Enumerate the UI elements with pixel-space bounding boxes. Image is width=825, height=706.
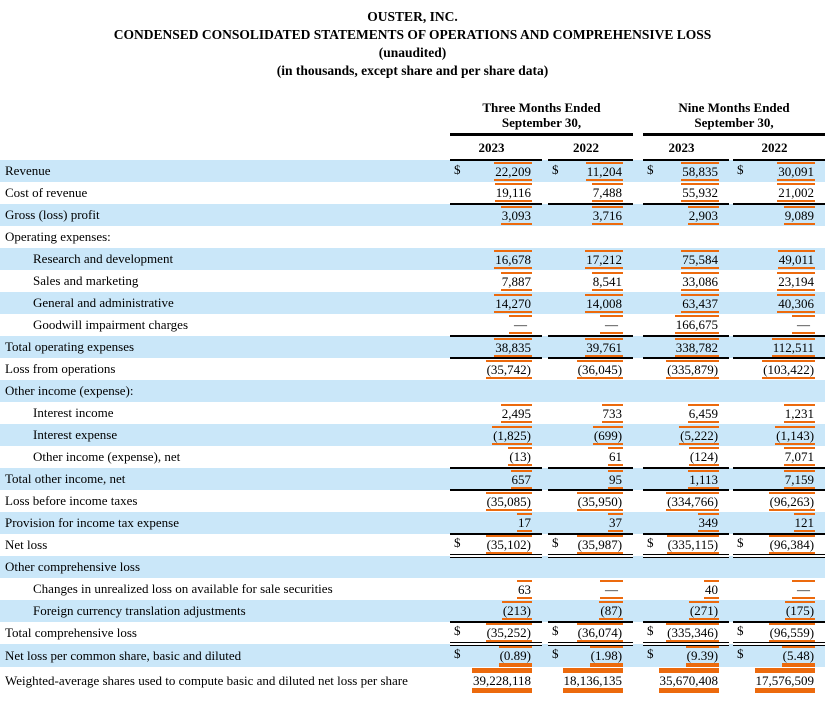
value-cell — [450, 556, 542, 578]
value-cell — [450, 270, 542, 292]
cell-value: 2,495 — [501, 405, 531, 421]
value-cell — [643, 270, 729, 292]
column-group-three-months: Three Months Ended September 30, — [450, 98, 633, 135]
value-cell — [450, 292, 542, 314]
cell-value: 58,835 — [682, 164, 719, 179]
column-gap — [633, 622, 643, 644]
cell-value: 33,086 — [682, 273, 719, 289]
value-cell — [548, 644, 633, 667]
cell-value: (335,115) — [667, 537, 719, 552]
year-header-row — [0, 135, 825, 161]
cell-value: 349 — [698, 515, 719, 530]
column-gap — [633, 600, 643, 622]
cell-value: (5,222) — [680, 427, 719, 443]
value-cell — [548, 446, 633, 468]
currency-symbol: $ — [454, 535, 461, 550]
value-cell — [450, 644, 542, 667]
cell-value: 3,093 — [501, 208, 531, 223]
column-gap — [633, 446, 643, 468]
table-row — [0, 336, 825, 358]
value-cell — [733, 446, 825, 468]
cell-value: (699) — [593, 427, 623, 443]
cell-value: (271) — [689, 603, 719, 618]
value-cell — [450, 600, 542, 622]
company-name: OUSTER, INC. — [367, 9, 458, 24]
column-gap — [633, 490, 643, 512]
value-cell — [733, 292, 825, 314]
row-label: General and administrative — [0, 292, 450, 314]
cell-value: (124) — [689, 449, 719, 464]
cell-value: 7,887 — [501, 273, 531, 289]
value-cell — [643, 204, 729, 226]
column-gap — [633, 556, 643, 578]
cell-value: 1,113 — [689, 471, 719, 487]
value-cell — [733, 358, 825, 380]
year-header-9m-2022: 2022 — [733, 135, 825, 161]
value-cell — [450, 667, 542, 694]
currency-symbol: $ — [454, 623, 461, 638]
cell-value: (0.89) — [499, 646, 532, 667]
statement-title: CONDENSED CONSOLIDATED STATEMENTS OF OPERATIONS AND COMPREHENSIVE LOSS — [113, 27, 712, 42]
currency-symbol: $ — [552, 623, 559, 638]
value-cell — [548, 292, 633, 314]
value-cell — [548, 270, 633, 292]
table-row — [0, 182, 825, 204]
value-cell — [733, 424, 825, 446]
cell-value: — — [600, 580, 623, 599]
cell-value: 40 — [705, 581, 719, 597]
row-label: Total comprehensive loss — [5, 625, 137, 640]
value-cell — [450, 424, 542, 446]
value-cell — [733, 644, 825, 667]
cell-value: 49,011 — [778, 251, 815, 267]
value-cell — [450, 336, 542, 358]
cell-value: (35,102) — [486, 537, 531, 552]
value-cell — [643, 534, 729, 556]
value-cell — [450, 622, 542, 644]
cell-value: (1,143) — [776, 427, 815, 443]
value-cell — [643, 424, 729, 446]
value-cell — [733, 556, 825, 578]
column-gap — [633, 380, 643, 402]
value-cell — [643, 446, 729, 468]
table-row — [0, 600, 825, 622]
row-label: Total other income, net — [0, 468, 450, 490]
value-cell — [450, 490, 542, 512]
value-cell — [643, 380, 729, 402]
column-gap — [633, 204, 643, 226]
value-cell — [548, 402, 633, 424]
currency-symbol: $ — [737, 623, 744, 638]
cell-value: 95 — [609, 471, 623, 487]
row-label: Loss before income taxes — [5, 493, 138, 508]
row-label: Net loss per common share, basic and diluted — [0, 644, 450, 667]
column-gap — [633, 226, 643, 248]
cell-value: 9,089 — [784, 208, 815, 223]
column-gap — [633, 182, 643, 204]
cell-value: 23,194 — [778, 273, 815, 289]
column-gap — [633, 534, 643, 556]
column-gap — [633, 512, 643, 534]
cell-value: 63 — [518, 581, 531, 597]
value-cell — [548, 204, 633, 226]
cell-value: 16,678 — [495, 251, 531, 267]
cell-value: 338,782 — [675, 339, 719, 355]
cell-value: (96,559) — [769, 625, 815, 640]
cell-value: 2,903 — [688, 208, 719, 223]
value-cell — [548, 534, 633, 556]
currency-symbol: $ — [552, 162, 559, 177]
value-cell — [643, 292, 729, 314]
row-label: Cost of revenue — [5, 185, 88, 200]
value-cell — [733, 578, 825, 600]
column-gap — [633, 644, 643, 667]
table-row — [0, 248, 825, 270]
value-cell — [643, 358, 729, 380]
cell-value: 14,008 — [586, 295, 623, 311]
value-cell — [733, 248, 825, 270]
units-note: (in thousands, except share and per share data) — [276, 63, 549, 78]
row-label: Other income (expense), net — [33, 449, 181, 464]
cell-value: 6,459 — [688, 405, 719, 421]
cell-value: (36,074) — [577, 625, 623, 640]
cell-value: (9.39) — [686, 646, 719, 667]
column-gap — [633, 468, 643, 490]
cell-value: 8,541 — [592, 273, 623, 289]
value-cell — [548, 490, 633, 512]
cell-value: (1,825) — [493, 427, 531, 443]
table-row — [0, 556, 825, 578]
table-row — [0, 534, 825, 556]
table-row — [0, 358, 825, 380]
currency-symbol: $ — [454, 162, 461, 177]
currency-symbol: $ — [552, 535, 559, 550]
cell-value: (1.98) — [590, 646, 623, 667]
column-gap — [633, 292, 643, 314]
value-cell — [733, 270, 825, 292]
cell-value: 61 — [609, 449, 623, 464]
cell-value: 17 — [518, 515, 531, 530]
table-row — [0, 490, 825, 512]
row-label: Sales and marketing — [33, 273, 139, 288]
value-cell — [450, 468, 542, 490]
cell-value: (35,950) — [577, 494, 623, 509]
value-cell — [548, 468, 633, 490]
table-row — [0, 292, 825, 314]
value-cell — [643, 512, 729, 534]
cell-value: 7,071 — [784, 449, 815, 464]
row-label: Foreign currency translation adjustments — [0, 600, 450, 622]
value-cell — [643, 248, 729, 270]
cell-value: 14,270 — [495, 295, 531, 311]
value-cell — [450, 160, 542, 182]
cell-value: 22,209 — [495, 164, 531, 179]
value-cell — [548, 314, 633, 336]
cell-value: 733 — [602, 405, 623, 421]
row-label: Loss from operations — [5, 361, 116, 376]
column-group-nine-months: Nine Months Ended September 30, — [643, 98, 825, 135]
value-cell — [733, 667, 825, 694]
currency-symbol: $ — [647, 162, 654, 177]
value-cell — [733, 336, 825, 358]
cell-value: 35,670,408 — [659, 668, 720, 693]
row-label: Gross (loss) profit — [0, 204, 450, 226]
value-cell — [733, 468, 825, 490]
table-row — [0, 270, 825, 292]
column-gap — [633, 270, 643, 292]
value-cell — [643, 336, 729, 358]
unaudited-note: (unaudited) — [378, 45, 447, 60]
document-header — [0, 0, 825, 80]
cell-value: 30,091 — [778, 164, 815, 179]
column-gap — [633, 98, 643, 135]
value-cell — [733, 534, 825, 556]
table-row — [0, 446, 825, 468]
cell-value: 75,584 — [682, 251, 719, 267]
cell-value: (13) — [509, 449, 531, 464]
value-cell — [450, 248, 542, 270]
value-cell — [548, 667, 633, 694]
value-cell — [548, 578, 633, 600]
value-cell — [450, 402, 542, 424]
value-cell — [733, 226, 825, 248]
table-row — [0, 314, 825, 336]
column-gap — [633, 135, 643, 161]
value-cell — [450, 446, 542, 468]
table-row — [0, 402, 825, 424]
currency-symbol: $ — [737, 535, 744, 550]
table-row — [0, 468, 825, 490]
currency-symbol: $ — [647, 646, 654, 661]
cell-value: 7,159 — [784, 471, 815, 487]
row-label: Interest income — [33, 405, 114, 420]
table-row — [0, 512, 825, 534]
table-row — [0, 424, 825, 446]
cell-value: (335,879) — [667, 362, 719, 377]
value-cell — [733, 160, 825, 182]
value-cell — [733, 380, 825, 402]
value-cell — [450, 380, 542, 402]
cell-value: 38,835 — [495, 339, 531, 355]
cell-value: (335,346) — [667, 625, 719, 640]
cell-value: (35,252) — [486, 625, 531, 640]
column-gap — [633, 402, 643, 424]
value-cell — [733, 182, 825, 204]
value-cell — [643, 314, 729, 336]
row-label: Research and development — [0, 248, 450, 270]
value-cell — [548, 622, 633, 644]
table-row — [0, 667, 825, 694]
currency-symbol: $ — [454, 646, 461, 661]
value-cell — [643, 644, 729, 667]
column-group-row — [0, 98, 825, 135]
value-cell — [733, 600, 825, 622]
cell-value: (35,085) — [486, 494, 531, 509]
value-cell — [548, 358, 633, 380]
value-cell — [450, 182, 542, 204]
table-row — [0, 160, 825, 182]
year-header-3m-2023: 2023 — [450, 135, 542, 161]
value-cell — [643, 490, 729, 512]
value-cell — [643, 226, 729, 248]
row-label: Provision for income tax expense — [0, 512, 450, 534]
row-label: Total operating expenses — [0, 336, 450, 358]
cell-value: 657 — [511, 471, 531, 487]
value-cell — [733, 512, 825, 534]
table-row — [0, 204, 825, 226]
currency-symbol: $ — [737, 162, 744, 177]
table-body — [0, 160, 825, 694]
value-cell — [643, 667, 729, 694]
value-cell — [548, 248, 633, 270]
value-cell — [450, 314, 542, 336]
cell-value: 39,761 — [586, 339, 623, 355]
cell-value: 166,675 — [675, 317, 719, 332]
cell-value: 39,228,118 — [472, 668, 532, 693]
value-cell — [450, 358, 542, 380]
column-gap — [633, 336, 643, 358]
cell-value: 19,116 — [495, 185, 531, 200]
row-label: Other comprehensive loss — [0, 556, 450, 578]
value-cell — [643, 556, 729, 578]
column-gap — [633, 160, 643, 182]
year-header-3m-2022: 2022 — [548, 135, 633, 161]
cell-value: 40,306 — [778, 295, 815, 311]
value-cell — [643, 622, 729, 644]
cell-value: 11,204 — [586, 164, 623, 179]
column-gap — [633, 358, 643, 380]
value-cell — [548, 226, 633, 248]
cell-value: (87) — [600, 603, 623, 618]
row-label: Revenue — [0, 160, 450, 182]
row-label: Interest expense — [0, 424, 450, 446]
value-cell — [548, 424, 633, 446]
value-cell — [643, 600, 729, 622]
table-row — [0, 622, 825, 644]
cell-value: 121 — [794, 515, 815, 530]
column-gap — [633, 314, 643, 336]
currency-symbol: $ — [647, 623, 654, 638]
value-cell — [548, 182, 633, 204]
value-cell — [450, 534, 542, 556]
row-label: Net loss — [5, 537, 48, 552]
cell-value: 17,576,509 — [755, 668, 816, 693]
cell-value: — — [600, 315, 623, 334]
header-spacer — [0, 135, 450, 161]
value-cell — [733, 314, 825, 336]
currency-symbol: $ — [552, 646, 559, 661]
cell-value: 1,231 — [784, 405, 815, 421]
cell-value: 63,437 — [682, 295, 719, 311]
cell-value: (103,422) — [763, 362, 815, 377]
cell-value: 21,002 — [778, 185, 815, 200]
value-cell — [450, 578, 542, 600]
cell-value: (96,384) — [769, 537, 815, 552]
header-spacer — [0, 98, 450, 135]
value-cell — [450, 512, 542, 534]
cell-value: 17,212 — [586, 251, 623, 267]
cell-value: (5.48) — [782, 646, 815, 667]
cell-value: 7,488 — [592, 185, 623, 200]
cell-value: (35,987) — [577, 537, 623, 552]
table-row — [0, 578, 825, 600]
financial-table — [0, 98, 825, 694]
value-cell — [548, 556, 633, 578]
value-cell — [643, 578, 729, 600]
column-gap — [633, 248, 643, 270]
value-cell — [548, 600, 633, 622]
cell-value: (96,263) — [769, 494, 815, 509]
value-cell — [548, 336, 633, 358]
cell-value: 18,136,135 — [563, 668, 624, 693]
year-header-9m-2023: 2023 — [643, 135, 729, 161]
value-cell — [733, 490, 825, 512]
cell-value: 112,511 — [772, 339, 815, 355]
currency-symbol: $ — [737, 646, 744, 661]
value-cell — [643, 160, 729, 182]
value-cell — [733, 622, 825, 644]
column-gap — [633, 667, 643, 694]
value-cell — [733, 402, 825, 424]
cell-value: (175) — [785, 603, 815, 618]
cell-value: 37 — [609, 515, 623, 530]
value-cell — [548, 380, 633, 402]
row-label: Other income (expense): — [0, 380, 450, 402]
row-label: Goodwill impairment charges — [33, 317, 189, 332]
cell-value: 55,932 — [682, 185, 719, 200]
row-label: Changes in unrealized loss on available for sale securities — [33, 581, 333, 596]
value-cell — [548, 512, 633, 534]
cell-value: (213) — [502, 603, 531, 618]
value-cell — [548, 160, 633, 182]
column-gap — [633, 578, 643, 600]
value-cell — [450, 226, 542, 248]
table-row — [0, 644, 825, 667]
table-row — [0, 226, 825, 248]
row-label: Weighted-average shares used to compute basic and diluted net loss per share — [5, 672, 408, 688]
cell-value: (334,766) — [667, 494, 719, 509]
cell-value: — — [509, 315, 532, 334]
value-cell — [450, 204, 542, 226]
cell-value: 3,716 — [592, 208, 623, 223]
cell-value: (35,742) — [486, 362, 531, 377]
value-cell — [643, 182, 729, 204]
value-cell — [643, 402, 729, 424]
table-row — [0, 380, 825, 402]
value-cell — [643, 468, 729, 490]
currency-symbol: $ — [647, 535, 654, 550]
row-label: Operating expenses: — [5, 229, 111, 244]
cell-value: — — [792, 580, 815, 599]
value-cell — [733, 204, 825, 226]
cell-value: — — [792, 315, 815, 334]
cell-value: (36,045) — [577, 362, 623, 377]
column-gap — [633, 424, 643, 446]
